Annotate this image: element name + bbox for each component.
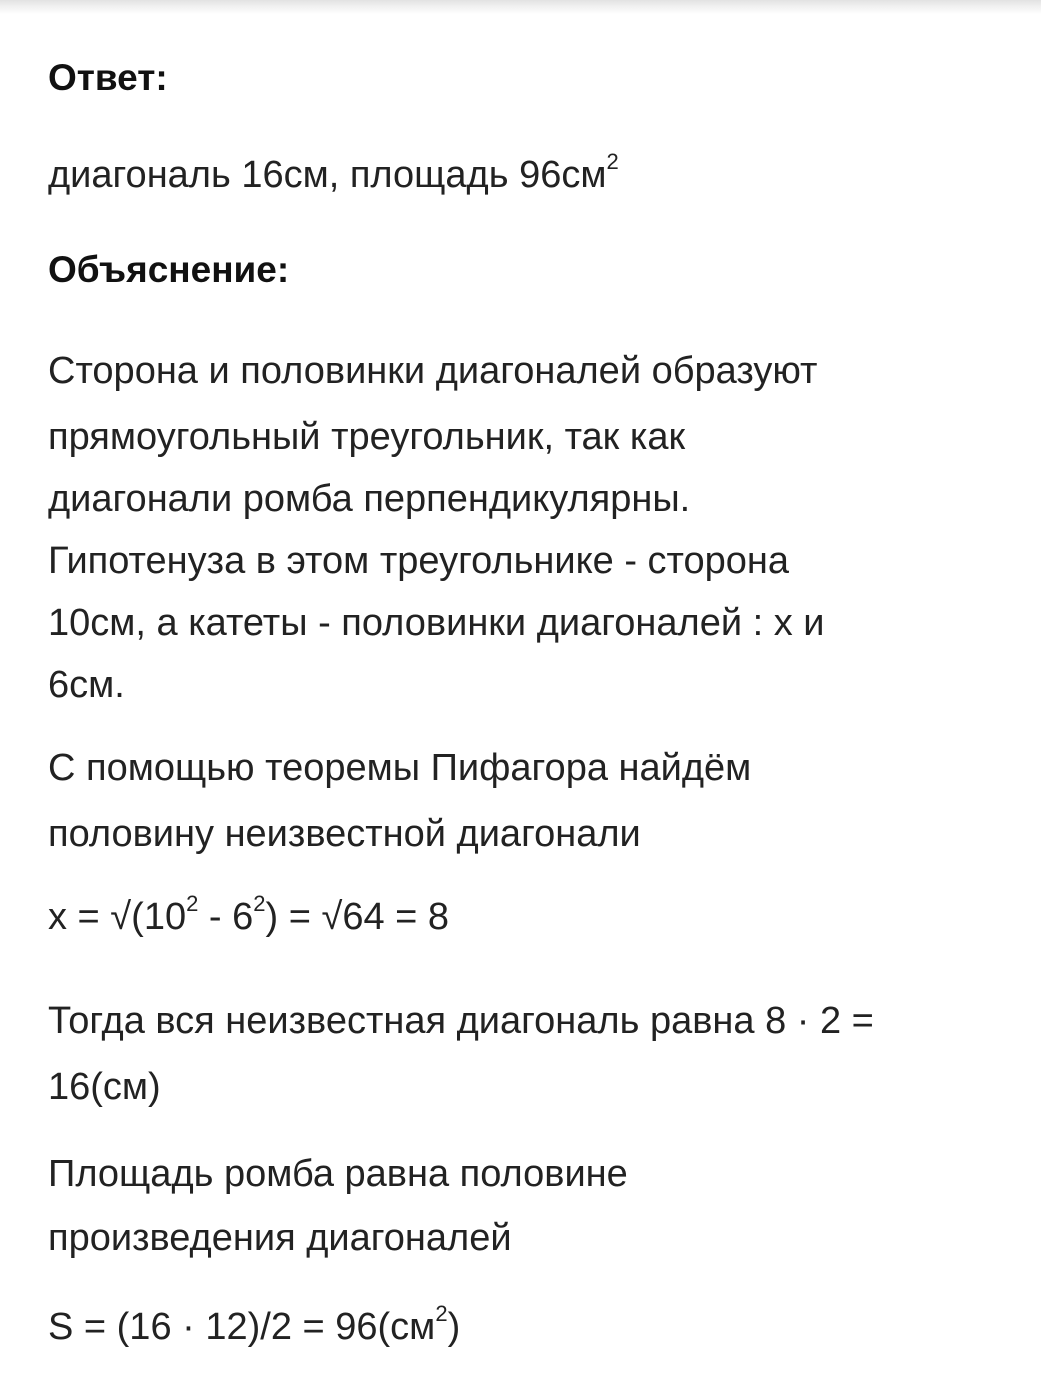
paragraph-line: Сторона и половинки диагоналей образуют <box>48 350 818 392</box>
pythagoras-formula <box>48 892 449 942</box>
explanation-paragraph-1 <box>48 340 825 716</box>
answer-heading: Ответ: <box>48 57 168 98</box>
top-shadow <box>0 0 1041 14</box>
paragraph-line: прямоугольный треугольник, так как <box>48 416 686 458</box>
paragraph-line: 16(см) <box>48 1066 161 1108</box>
formula-superscript: 2 <box>435 1301 448 1326</box>
formula-superscript: 2 <box>253 891 266 916</box>
formula-part: ) = √64 = 8 <box>265 896 450 938</box>
explanation-heading: Объяснение: <box>48 249 290 290</box>
formula-part: х = √(10 <box>48 896 187 938</box>
paragraph-line: диагонали ромба перпендикулярны. <box>48 478 691 520</box>
explanation-paragraph-2 <box>48 735 751 867</box>
paragraph-line: С помощью теоремы Пифагора найдём <box>48 747 752 789</box>
formula-part: ) <box>447 1306 461 1348</box>
answer-text-sup: 2 <box>606 149 619 174</box>
answer-text-main: диагональ 16см, площадь 96см <box>48 154 607 196</box>
paragraph-line: произведения диагоналей <box>48 1217 512 1259</box>
paragraph-line: половину неизвестной диагонали <box>48 813 641 855</box>
paragraph-line: Тогда вся неизвестная диагональ равна 8 · 2 = <box>48 1000 874 1042</box>
paragraph-line: Гипотенуза в этом треугольнике - сторона <box>48 540 790 582</box>
paragraph-line: 6см. <box>48 664 125 706</box>
explanation-paragraph-4 <box>48 1142 628 1270</box>
paragraph-line: Площадь ромба равна половине <box>48 1153 628 1195</box>
explanation-paragraph-3 <box>48 988 874 1120</box>
formula-superscript: 2 <box>186 891 199 916</box>
formula-part: - 6 <box>198 896 254 938</box>
answer-text <box>48 150 619 200</box>
area-formula <box>48 1302 460 1352</box>
formula-part: S = (16 · 12)/2 = 96(см <box>48 1306 436 1348</box>
paragraph-line: 10см, а катеты - половинки диагоналей : х и <box>48 602 825 644</box>
